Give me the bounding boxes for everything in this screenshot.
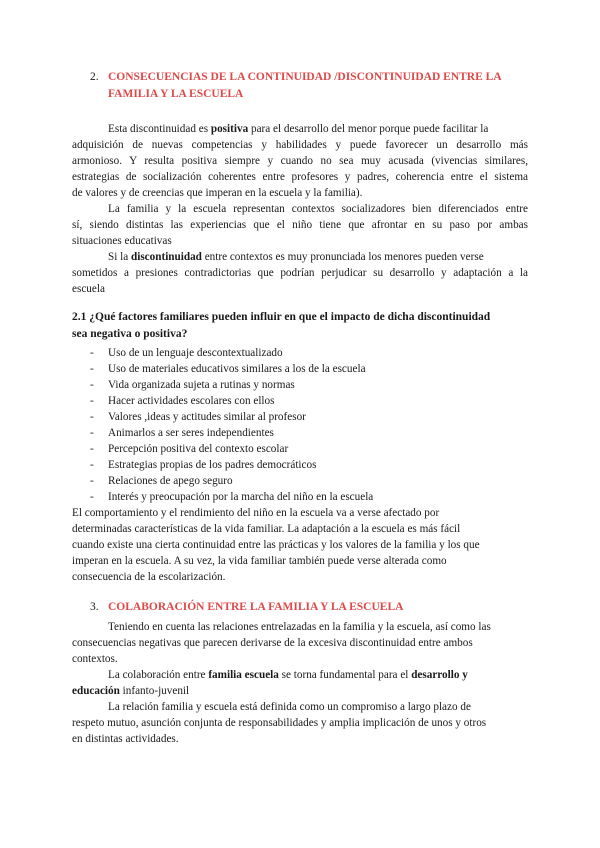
s2-p2-line-2: sí, siendo distintas las experiencias que el niño tiene que afrontar en su paso por ambas xyxy=(72,219,528,231)
section-2-number: 2. xyxy=(90,71,99,83)
list-bullet: - xyxy=(90,379,94,391)
section-2-title-line-2: FAMILIA Y LA ESCUELA xyxy=(108,88,244,100)
s2-p1-l1-text-c: para el desarrollo del menor porque puede facilitar la xyxy=(248,123,489,135)
s3-p3-line-1: La relación familia y escuela está definida como un compromiso a largo plazo de xyxy=(108,701,471,713)
s2-p3-line-1 xyxy=(108,250,528,265)
list-item-text: Valores ,ideas y actitudes similar al profesor xyxy=(108,411,306,423)
s2-p3-l1-text-a: Si la xyxy=(108,251,131,263)
s3-p3-line-3: en distintas actividades. xyxy=(72,733,179,745)
s3-p2-l1-bold-d: desarrollo y xyxy=(411,669,468,681)
s21-para-line-4: imperan en la escuela. A su vez, la vida familiar también puede verse alterada como xyxy=(72,555,447,567)
list-item-text: Uso de un lenguaje descontextualizado xyxy=(108,347,283,359)
s2-p3-l1-bold: discontinuidad xyxy=(131,251,202,263)
s2-p1-line-3: armonioso. Y resulta positiva siempre y cuando no sea muy acusada (vivencias similares, xyxy=(72,155,528,167)
s3-p2-l1-text-c: se torna fundamental para el xyxy=(278,669,412,681)
s2-p1-l1-bold: positiva xyxy=(210,123,249,135)
s21-para-line-2: determinadas características de la vida familiar. La adaptación a la escuela es más fácil xyxy=(72,523,461,535)
list-bullet: - xyxy=(90,395,94,407)
list-bullet: - xyxy=(90,443,94,455)
section-3-number: 3. xyxy=(90,601,99,613)
s2-p2-line-3: situaciones educativas xyxy=(72,235,172,247)
s2-p3-l1-text-c: entre contextos es muy pronunciada los menores pueden verse xyxy=(201,251,484,263)
list-bullet: - xyxy=(90,475,94,487)
list-item-text: Interés y preocupación por la marcha del niño en la escuela xyxy=(108,491,374,503)
s3-p2-l1-text-a: La colaboración entre xyxy=(108,669,209,681)
s2-p3-line-3: escuela xyxy=(72,283,105,295)
list-bullet: - xyxy=(90,347,94,359)
s3-p1-line-3: contextos. xyxy=(72,653,118,665)
list-item-text: Relaciones de apego seguro xyxy=(108,475,233,487)
list-item-text: Hacer actividades escolares con ellos xyxy=(108,395,275,407)
s2-p3-line-2: sometidos a presiones contradictorias que podrían perjudicar su desarrollo y adaptación a la xyxy=(72,267,528,279)
s2-p1-line-2: adquisición de nuevas competencias y habilidades y puede favorecer un desarrollo más xyxy=(72,139,528,151)
s3-p1-line-2: consecuencias negativas que parecen derivarse de la excesiva discontinuidad entre ambos xyxy=(72,637,473,649)
list-bullet: - xyxy=(90,459,94,471)
s2-p1-line-4: estrategias de socialización coherentes entre profesores y padres, coherencia entre el sistema xyxy=(72,171,528,183)
section-2-1-heading-line-2: sea negativa o positiva? xyxy=(72,328,188,340)
list-bullet: - xyxy=(90,491,94,503)
list-bullet: - xyxy=(90,427,94,439)
s3-p3-line-2: respeto mutuo, asunción conjunta de responsabilidades y amplia implicación de unos y otros xyxy=(72,717,487,729)
list-item-text: Vida organizada sujeta a rutinas y normas xyxy=(108,379,295,391)
s2-p1-l1-text-a: Esta discontinuidad es xyxy=(108,123,211,135)
list-item-text: Uso de materiales educativos similares a los de la escuela xyxy=(108,363,366,375)
list-item-text: Animarlos a ser seres independientes xyxy=(108,427,274,439)
list-item-text: Percepción positiva del contexto escolar xyxy=(108,443,289,455)
s3-p2-l1-bold-b: familia escuela xyxy=(208,669,279,681)
s3-p2-line-2 xyxy=(72,684,528,699)
s21-para-line-3: cuando existe una cierta continuidad entre las prácticas y los valores de la familia y los que xyxy=(72,539,480,551)
section-2-title-line-1: CONSECUENCIAS DE LA CONTINUIDAD /DISCONTINUIDAD ENTRE LA xyxy=(108,71,502,83)
s21-para-line-1: El comportamiento y el rendimiento del niño en la escuela va a verse afectado por xyxy=(72,507,440,519)
s2-p1-line-1 xyxy=(108,122,528,137)
list-bullet: - xyxy=(90,411,94,423)
s3-p1-line-1: Teniendo en cuenta las relaciones entrelazadas en la familia y la escuela, así como las xyxy=(108,621,491,633)
s3-p2-l2-text: infanto-juvenil xyxy=(119,685,190,697)
section-3-title: COLABORACIÓN ENTRE LA FAMILIA Y LA ESCUELA xyxy=(108,601,404,613)
section-2-1-heading-line-1: 2.1 ¿Qué factores familiares pueden influir en que el impacto de dicha discontinuidad xyxy=(72,311,491,323)
s2-p1-line-5: de valores y de creencias que imperan en la escuela y la familia). xyxy=(72,187,363,199)
list-item-text: Estrategias propias de los padres democráticos xyxy=(108,459,317,471)
s21-para-line-5: consecuencia de la escolarización. xyxy=(72,571,226,583)
s2-p2-line-1: La familia y la escuela representan contextos socializadores bien diferenciados entre xyxy=(108,203,528,215)
s3-p2-l2-bold: educación xyxy=(72,685,120,697)
s3-p2-line-1 xyxy=(108,668,528,683)
list-bullet: - xyxy=(90,363,94,375)
